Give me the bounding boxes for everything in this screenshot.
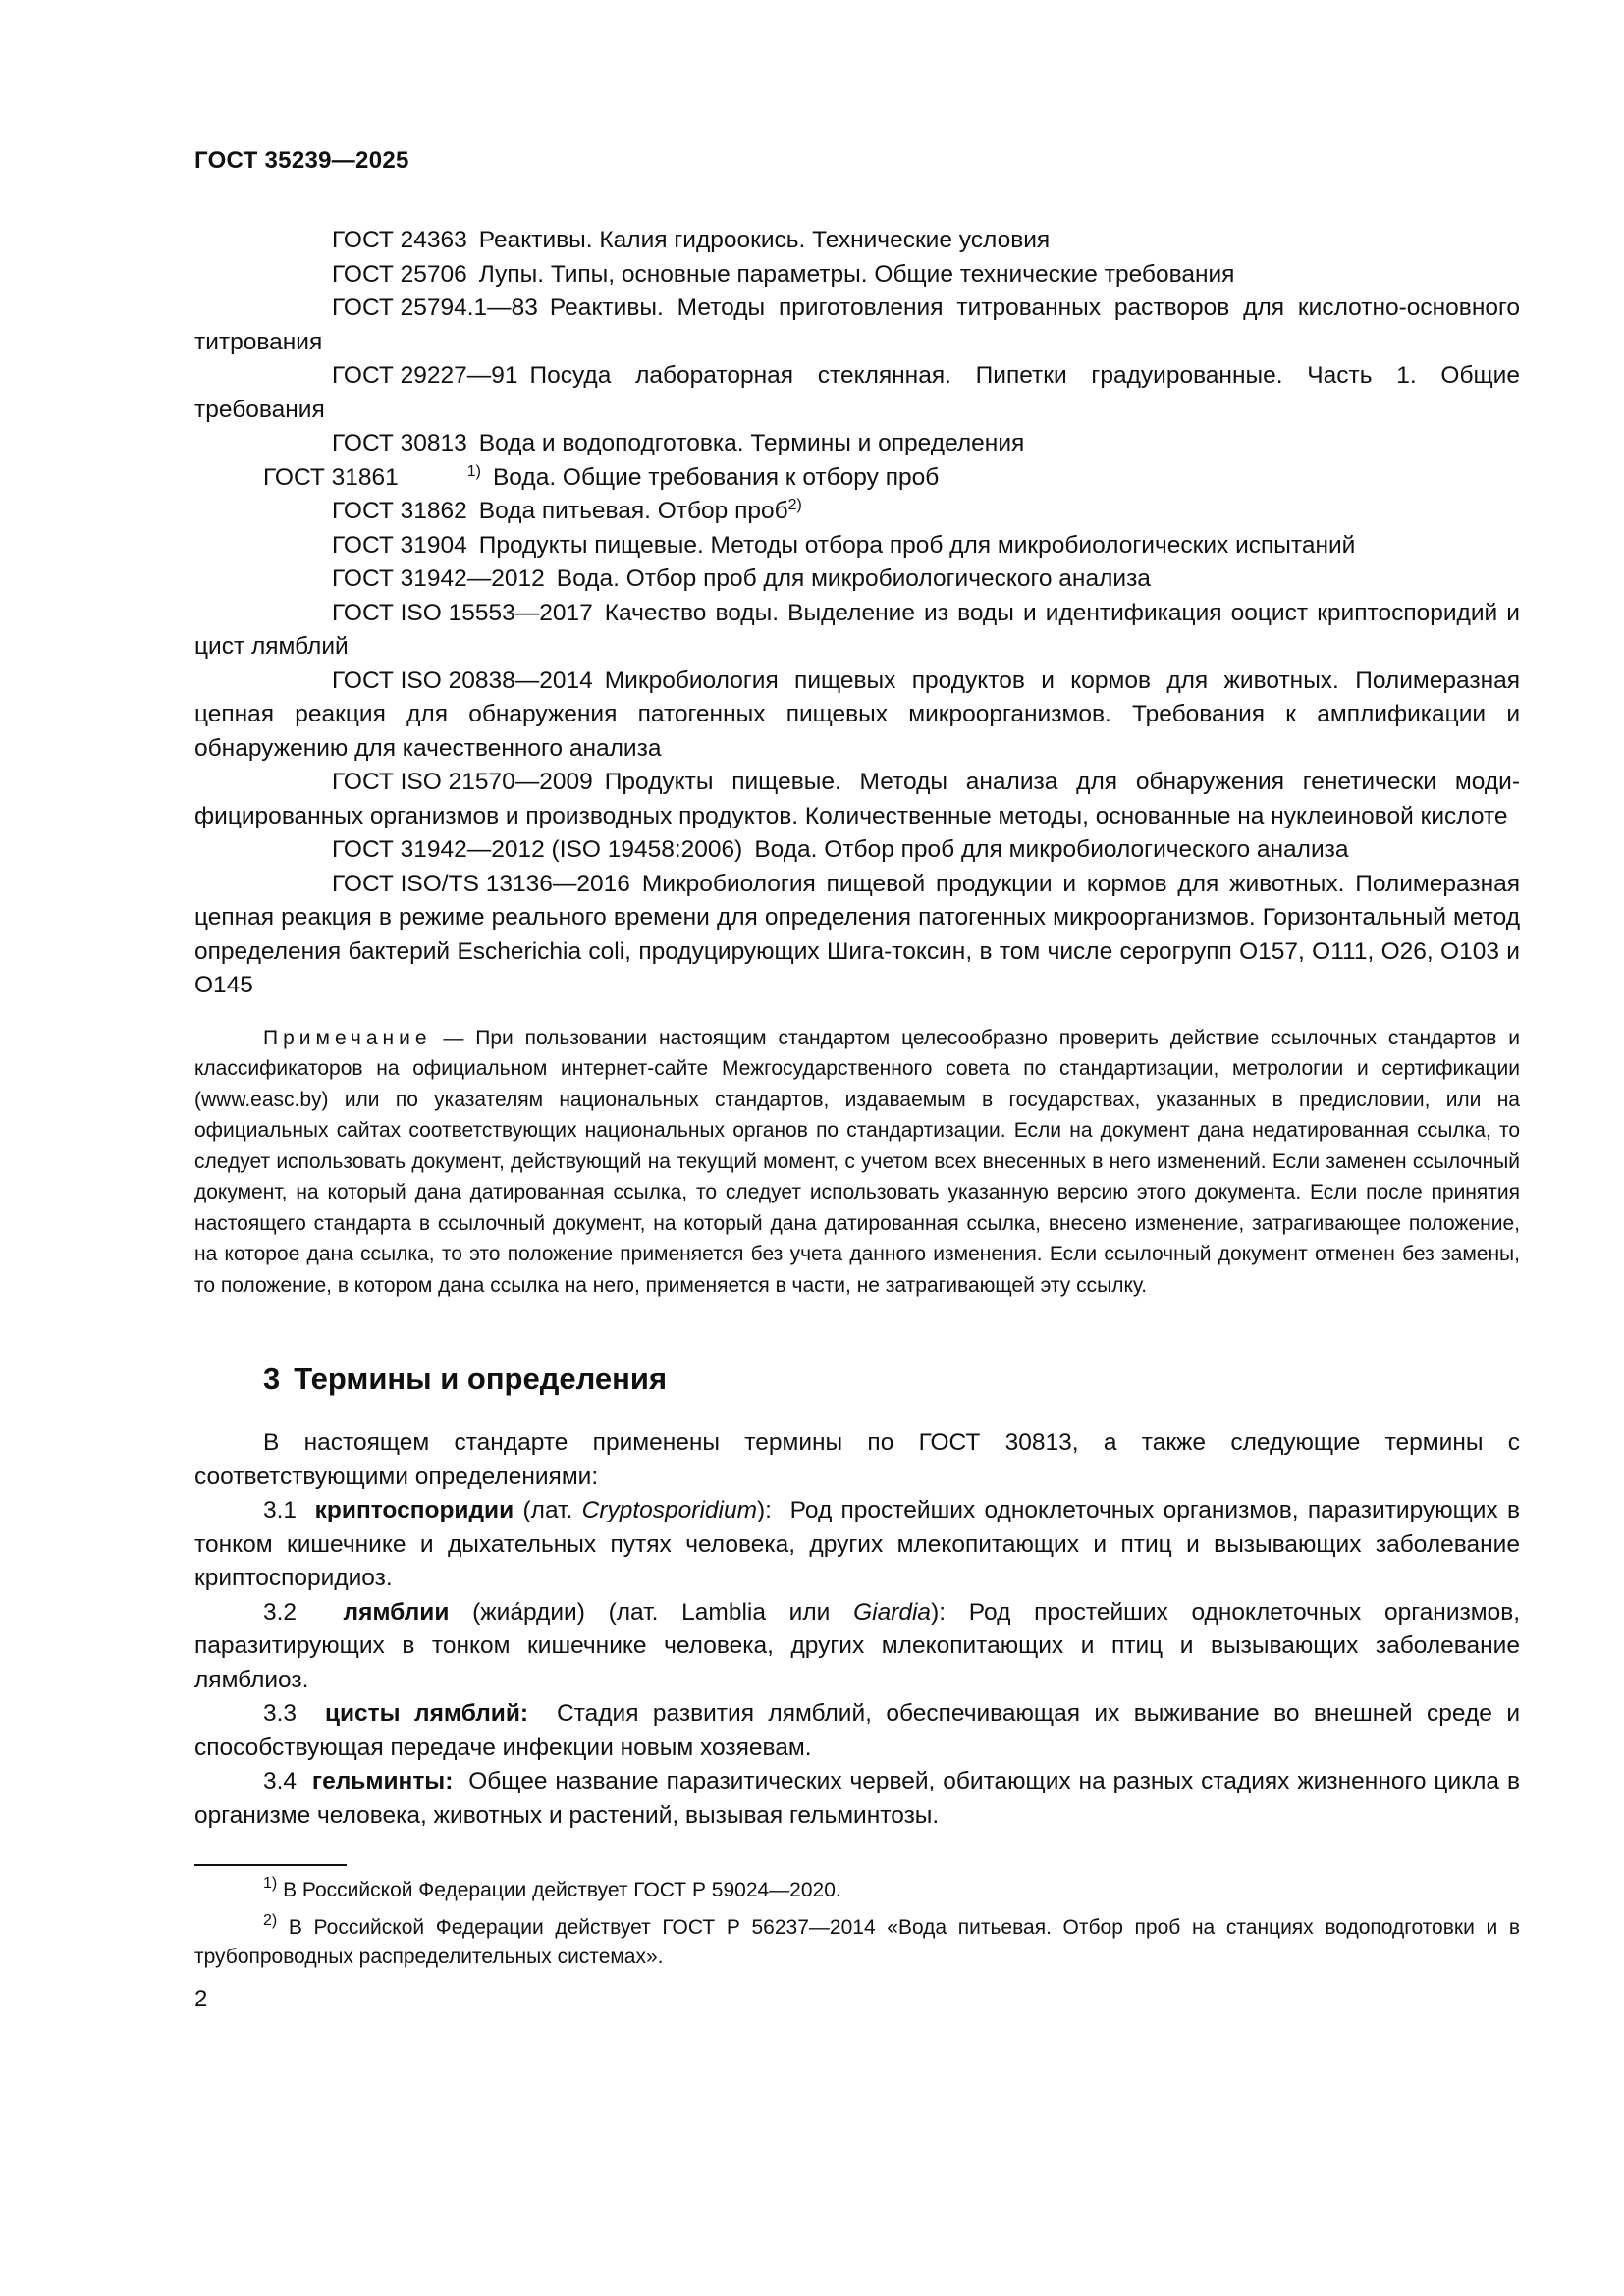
reference-item: ГОСТ 31861 $^{1)}$ Вода. Общие требования к отбору проб [263, 462, 940, 491]
section-intro: В настоящем стандарте применены термины по ГОСТ 30813, а также следующие термины с соответствующими определениями: [194, 1429, 1520, 1490]
reference-title: Лупы. Типы, основные параметры. Общие технические требования [478, 260, 1235, 288]
reference-item [194, 597, 1520, 665]
term-number: 3.2 [263, 1598, 298, 1626]
footnote-separator [194, 1864, 347, 1866]
reference-item [194, 766, 1520, 833]
document-header: ГОСТ 35239—2025 [194, 147, 409, 174]
term-latin-suffix: ): [757, 1497, 772, 1523]
term-entry [194, 1697, 1520, 1765]
term-latin: Cryptosporidium [581, 1497, 758, 1523]
page-number: 2 [194, 1986, 208, 2012]
note-label: Примечание [263, 1026, 432, 1049]
term-name: гельминты: [311, 1768, 454, 1794]
reference-item [194, 427, 1520, 461]
section-heading [263, 1362, 1520, 1397]
reference-title: Вода. Общие требования к отбору проб [492, 463, 940, 491]
term-latin: Giardia [853, 1598, 932, 1626]
reference-title: Продукты пищевые. Методы анализа для обнаружения генетически модифицированных организмов и производных продуктов. Количественные методы, основанные на нуклеиновой кислоте [194, 769, 1520, 829]
reference-code: ГОСТ 24363 [332, 227, 467, 253]
reference-title: Реактивы. Калия гидроокись. Технические условия [478, 227, 1051, 253]
reference-code: ГОСТ 31861 [263, 463, 399, 491]
reference-item [194, 359, 1520, 427]
reference-item [194, 665, 1520, 767]
reference-code: ГОСТ ISO 21570—2009 [332, 769, 593, 795]
footnote [194, 1913, 1520, 1972]
reference-code: ГОСТ 25706 [332, 260, 467, 288]
reference-title: Посуда лабораторная стеклянная. Пипетки градуированные. Часть 1. Общие требования [194, 362, 1520, 423]
reference-item [194, 258, 1520, 293]
term-name: лямблии [343, 1598, 450, 1626]
term-definition: Стадия развития лямблий, обеспечивающая их выживание во внешней среде и способствующая передаче инфекции новым хозяевам. [194, 1700, 1520, 1761]
term-latin-prefix: (лат. [522, 1497, 582, 1523]
term-number: 3.3 [263, 1700, 298, 1727]
reference-item [194, 292, 1520, 359]
reference-title: Вода питьевая. Отбор проб [478, 498, 788, 524]
reference-code: ГОСТ 29227—91 [332, 362, 518, 389]
term-entry [194, 1494, 1520, 1596]
section-number: 3 [263, 1362, 281, 1396]
term-definition: Род простейших одноклеточных организмов, паразитирующих в тонком кишечнике человека, других млекопитающих и птиц и вызывающих заболевание лямблиоз. [194, 1598, 1521, 1693]
term-entry [194, 1596, 1520, 1698]
reference-item [194, 833, 1520, 868]
reference-title: Реактивы. Методы приготовления титрованных растворов для кислотно-основного титрования [194, 294, 1520, 355]
reference-title: Микробиология пищевых продуктов и кормов для животных. Полимеразная цепная реакция для обнаружения патогенных пищевых микроорганизмов. Требования к амплификации и обнаружению для качественного анализа [194, 667, 1520, 762]
term-definition: Общее название паразитических червей, обитающих на разных стадиях жизненного цикла в организме человека, животных и растений, вызывая гельминтозы. [194, 1768, 1520, 1829]
reference-code: ГОСТ 31904 [332, 531, 467, 559]
term-name: цисты лямблий: [324, 1700, 529, 1727]
note-text: — При пользовании настоящим стандартом целесообразно проверить действие ссылочных стандартов и классификаторов на официальном интернет-сайте Межгосударственного совета по стандартизации, метрологии и сертификации (www.easc.by) или по указателям национальных стандартов, издаваемым в государствах, указанных в предисловии, или на официальных сайтах соответствующих национальных органов по стандартизации. Если на документ дана недатированная ссылка, то следует использовать документ, действующий на текущий момент, с учетом всех внесенных в него изменений. Если заменен ссылочный документ, на который дана датированная ссылка, то следует использовать указанную версию этого документа. Если после принятия настоящего стандарта в ссылочный документ, на который дана датированная ссылка, внесено изменение, затрагивающее положение, на которое дана ссылка, то это положение применяется без учета данного изменения. Если ссылочный документ отменен без замены, то положение, в котором дана ссылка на него, применяется в части, не затрагивающей эту ссылку. [194, 1026, 1520, 1297]
reference-code: ГОСТ 25794.1—83 [332, 294, 538, 321]
reference-code: ГОСТ ISO 20838—2014 [332, 667, 593, 694]
reference-code: ГОСТ 30813 [332, 430, 467, 456]
term-number: 3.4 [263, 1768, 298, 1794]
reference-code: ГОСТ ISO/TS 13136—2016 [332, 870, 630, 897]
reference-title: Вода. Отбор проб для микробиологического анализа [754, 836, 1349, 863]
term-definition: Род простейших одноклеточных организмов, паразитирующих в тонком кишечнике и дыхательных путях человека, других млекопитающих и птиц и вызывающих заболевание криптоспоридиоз. [194, 1497, 1520, 1591]
reference-code: ГОСТ ISO 15553—2017 [332, 599, 593, 626]
term-latin-suffix: ): [931, 1598, 947, 1626]
footnote-text: В Российской Федерации действует ГОСТ Р 56237—2014 «Вода питьевая. Отбор проб на станциях водоподготовки и в трубопроводных распределительных системах». [194, 1916, 1520, 1968]
footnote [194, 1876, 1520, 1905]
term-latin-prefix: (жиа́рдии) (лат. Lamblia или [472, 1598, 854, 1626]
reference-item [194, 224, 1520, 258]
reference-code: ГОСТ 31942—2012 [332, 565, 545, 592]
reference-title: Качество воды. Выделение из воды и идентификация ооцист криптоспоридий и цист лямблий [194, 599, 1520, 660]
reference-item [194, 562, 1520, 597]
term-number: 3.1 [263, 1497, 298, 1523]
term-entry [194, 1765, 1520, 1833]
reference-code: ГОСТ 31862 [332, 498, 467, 524]
reference-title: Вода. Отбор проб для микробиологического анализа [556, 565, 1151, 592]
footnote-mark: 1) [263, 1875, 278, 1892]
reference-code: ГОСТ 31942—2012 (ISO 19458:2006) [332, 836, 743, 863]
reference-title: Микробиология пищевой продукции и кормов для животных. Полимеразная цепная реакция в режиме реального времени для определения патогенных микроорганизмов. Горизонтальный метод определения бактерий Escherichia coli, продуцирующих Шига-токсин, в том числе серогрупп O157, O111, O26, O103 и O145 [194, 870, 1520, 998]
reference-item [194, 868, 1520, 1003]
reference-item [194, 495, 1520, 529]
document-page [194, 147, 1520, 2013]
reference-title: Вода и водоподготовка. Термины и определения [478, 430, 1025, 456]
section-title: Термины и определения [294, 1362, 668, 1396]
note-block [194, 1023, 1520, 1302]
footnote-text: В Российской Федерации действует ГОСТ Р 59024—2020. [283, 1879, 841, 1901]
reference-title: Продукты пищевые. Методы отбора проб для микробиологических испытаний [478, 531, 1356, 559]
footnote-ref[interactable]: 2) [787, 497, 802, 513]
footnote-mark: 2) [263, 1912, 278, 1929]
reference-item [194, 529, 1520, 563]
term-name: криптоспоридии [314, 1497, 514, 1523]
references-list [194, 224, 1520, 1003]
